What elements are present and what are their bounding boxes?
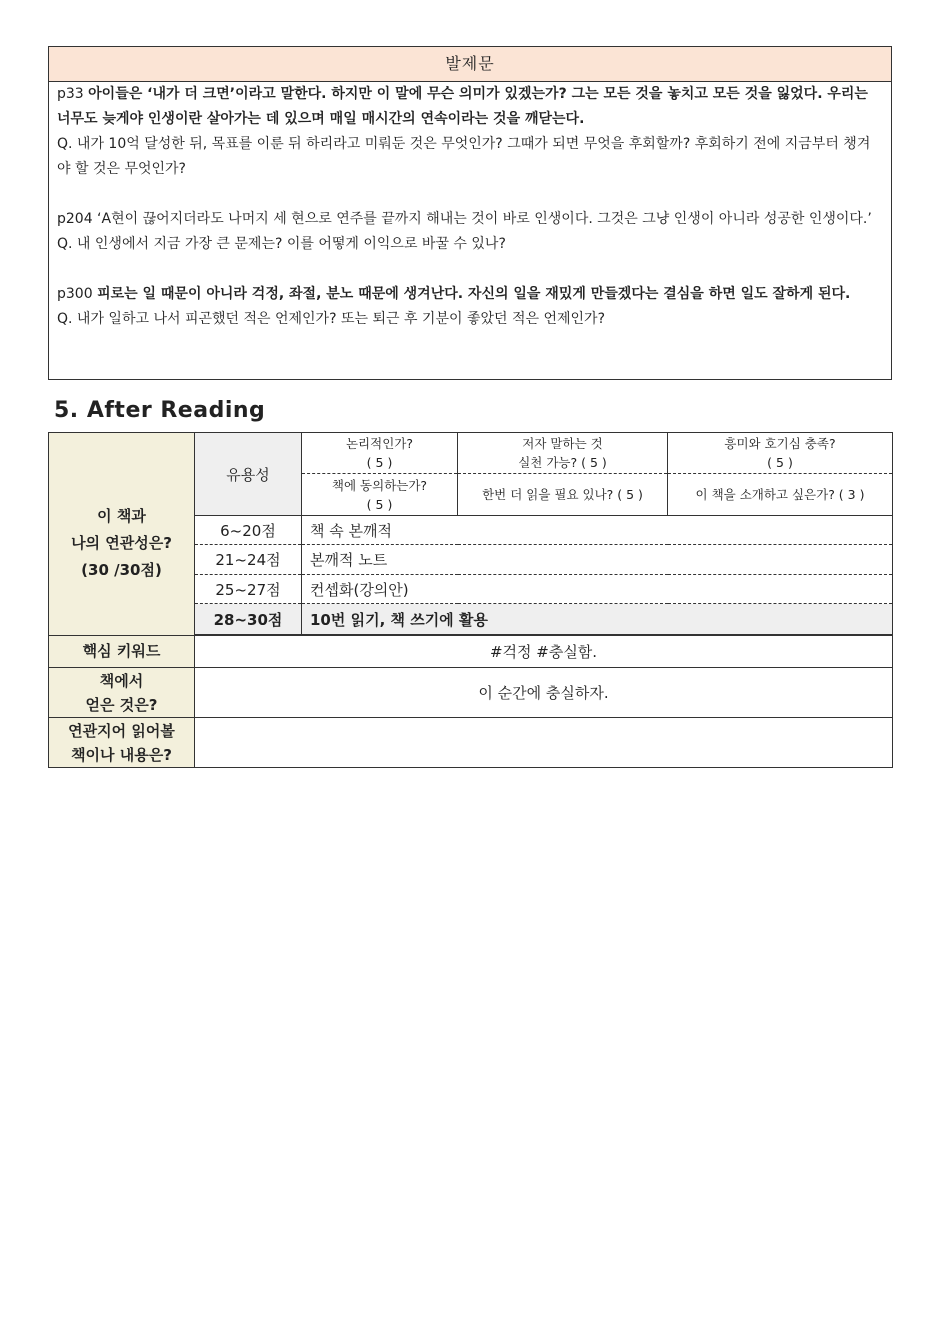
discussion-p3	[57, 282, 881, 307]
criterion-interest-text: 흥미와 호기심 충족?	[724, 436, 836, 451]
related-label-line2: 책이나 내용은?	[71, 745, 172, 764]
keywords: #걱정 #충실함.	[195, 636, 893, 668]
criterion-interest-score: ( 5 )	[767, 455, 793, 470]
discussion-p1	[57, 82, 881, 132]
usefulness-label: 유용성	[195, 433, 302, 516]
criterion-logical-score: ( 5 )	[366, 455, 393, 470]
keyword-label: 핵심 키워드	[49, 636, 195, 668]
discussion-title: 발제문	[49, 47, 891, 82]
gained-label-line2: 얻은 것은?	[85, 695, 158, 714]
level-action: 컨셉화(강의안)	[302, 575, 893, 604]
gained-label-line1: 책에서	[99, 671, 144, 690]
criterion-agree-text: 책에 동의하는가?	[331, 477, 428, 493]
level-action: 책 속 본깨적	[302, 516, 893, 545]
criterion-reread: 한번 더 읽을 필요 있나? ( 5 )	[458, 474, 668, 516]
discussion-box	[48, 46, 892, 380]
section-title: 5. After Reading	[54, 398, 266, 423]
criterion-interest	[668, 433, 893, 474]
relevance-label	[49, 433, 195, 636]
discussion-q1: Q. 내가 10억 달성한 뒤, 목표를 이룬 뒤 하리라고 미뤄둔 것은 무엇인가? 그때가 되면 무엇을 후회할까? 후회하기 전에 지금부터 챙겨야 할 것은 무엇인가?	[57, 136, 871, 177]
criterion-agree	[302, 474, 458, 516]
criterion-practical-score: 실천 가능? ( 5 )	[518, 455, 607, 470]
after-reading-table	[48, 432, 893, 768]
discussion-p1-quote: 아이들은 ‘내가 더 크면’이라고 말한다. 하지만 이 말에 무슨 의미가 있겠는가? 그는 모든 것을 놓치고 모든 것을 잃었다. 우리는 너무도 늦게야 인생이란 살아가는 데 있으며 매일 매시간의 연속이라는 것을 깨닫는다.	[57, 86, 868, 127]
criterion-logical-text: 논리적인가?	[345, 436, 413, 451]
criterion-practical-text: 저자 말하는 것	[522, 436, 603, 451]
related-text	[195, 718, 893, 768]
criterion-practical	[458, 433, 668, 474]
level-range-current: 28~30점	[195, 604, 302, 635]
relevance-label-line3: (30 /30점)	[81, 560, 162, 579]
gained-text: 이 순간에 충실하자.	[195, 668, 893, 718]
discussion-p3-page: p300	[57, 286, 93, 302]
discussion-p3-quote: 피로는 일 때문이 아니라 걱정, 좌절, 분노 때문에 생겨난다. 자신의 일을 재밌게 만들겠다는 결심을 하면 일도 잘하게 된다.	[97, 286, 851, 302]
relevance-label-line1: 이 책과	[97, 506, 146, 525]
criterion-agree-score: ( 5 )	[366, 496, 393, 512]
related-label	[49, 718, 195, 768]
discussion-p1-page: p33	[57, 86, 84, 102]
criterion-logical	[302, 433, 458, 474]
level-range: 25~27점	[195, 575, 302, 604]
discussion-q3: Q. 내가 일하고 나서 피곤했던 적은 언제인가? 또는 퇴근 후 기분이 좋았던 적은 언제인가?	[57, 311, 605, 327]
level-action: 본깨적 노트	[302, 545, 893, 575]
level-range: 21~24점	[195, 545, 302, 575]
level-range: 6~20점	[195, 516, 302, 545]
related-label-line1: 연관지어 읽어볼	[68, 721, 175, 740]
discussion-body	[49, 82, 891, 332]
discussion-q2: Q. 내 인생에서 지금 가장 큰 문제는? 이를 어떻게 이익으로 바꿀 수 있나?	[57, 236, 506, 252]
gained-label	[49, 668, 195, 718]
relevance-label-line2: 나의 연관성은?	[71, 533, 172, 552]
criterion-recommend: 이 책을 소개하고 싶은가? ( 3 )	[668, 474, 893, 516]
level-action-current: 10번 읽기, 책 쓰기에 활용	[302, 604, 893, 635]
discussion-p2: p204 ‘A현이 끊어지더라도 나머지 세 현으로 연주를 끝까지 해내는 것이 바로 인생이다. 그것은 그냥 인생이 아니라 성공한 인생이다.’	[57, 211, 872, 227]
